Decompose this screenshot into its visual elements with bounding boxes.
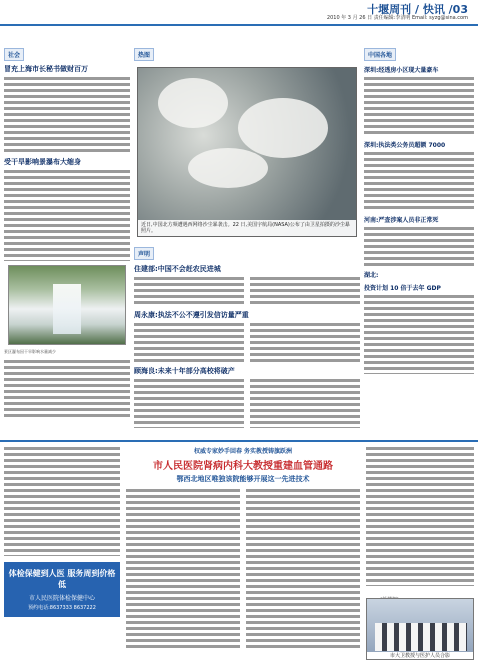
middle-column xyxy=(134,42,360,432)
waterfall-caption: 景区瀑布因干旱影响水量减少 xyxy=(4,349,56,354)
article-headline-right-5: 投资计划 10 倍于去年 GDP xyxy=(364,285,441,292)
article-body-1 xyxy=(4,76,130,154)
page-title: 十堰周刊 / 快讯 /03 xyxy=(367,3,468,16)
checkup-slogan: 体检保健到人医 服务周到价格低 xyxy=(8,569,116,589)
masthead xyxy=(0,0,478,26)
article-headline-right-1: 深圳:经透房小区现大量豪车 xyxy=(364,67,439,74)
left-column xyxy=(4,42,130,432)
article-headline-right-2: 深圳:执法类公务员超额 7000 xyxy=(364,142,446,149)
ad-kicker: 权威专家妙手回春 务实教授铸旗跃洲 xyxy=(193,448,293,455)
checkup-center-name: 市人民医院体检保健中心 xyxy=(28,595,95,602)
ad-subheadline: 鄂西北地区唯独该院能够开展这一先进技术 xyxy=(176,475,310,483)
doctor-group-photo xyxy=(366,598,474,660)
checkup-phone: 预约电话:8637333 8637222 xyxy=(28,605,96,611)
right-column xyxy=(364,42,474,432)
checkup-ad-box xyxy=(4,562,120,617)
article-headline-right-3: 河南:严查涉案人员非正常死 xyxy=(364,217,439,224)
waterfall-photo xyxy=(8,265,126,345)
satellite-photo-caption: 近日,中国北方频遭遇西网络沙尘暴袭击。22 日,美国宇航局(NASA)公布了由卫星拍摄的沙尘暴照片。 xyxy=(138,220,356,236)
ad-headline: 市人民医院肾病内科大教授重建血管通路 xyxy=(153,461,333,472)
ad-right-column xyxy=(366,446,474,586)
section-tag-society: 社会 xyxy=(4,48,24,61)
article-headline-mid-2: 周永康:执法不公不遵引发信访量严重 xyxy=(134,311,249,319)
section-tag-statement: 声明 xyxy=(134,247,154,260)
satellite-photo xyxy=(137,67,357,237)
article-headline-2: 受干旱影响景瀑布大缩身 xyxy=(4,158,81,166)
ad-main xyxy=(126,446,360,648)
article-body-3 xyxy=(4,359,130,419)
article-body-2 xyxy=(4,169,130,261)
page-meta: 2010 年 3 月 26 日 责任编辑:李清明 Email: syzg@sina.com xyxy=(326,15,468,21)
section-tag-regions: 中国各地 xyxy=(364,48,396,61)
article-headline-mid-1: 住建部:中国不会赶农民进城 xyxy=(134,265,221,273)
doctor-group-photo-caption: 市大卫教授与医护人员合影 xyxy=(367,652,473,659)
article-headline-right-4: 湖北: xyxy=(364,272,379,279)
section-tag-photo: 热图 xyxy=(134,48,154,61)
article-headline-1: 冒充上海市长秘书做财百万 xyxy=(4,65,88,73)
article-headline-mid-3: 顾海良:未来十年部分高校将破产 xyxy=(134,367,235,375)
ad-left-column xyxy=(4,446,120,617)
